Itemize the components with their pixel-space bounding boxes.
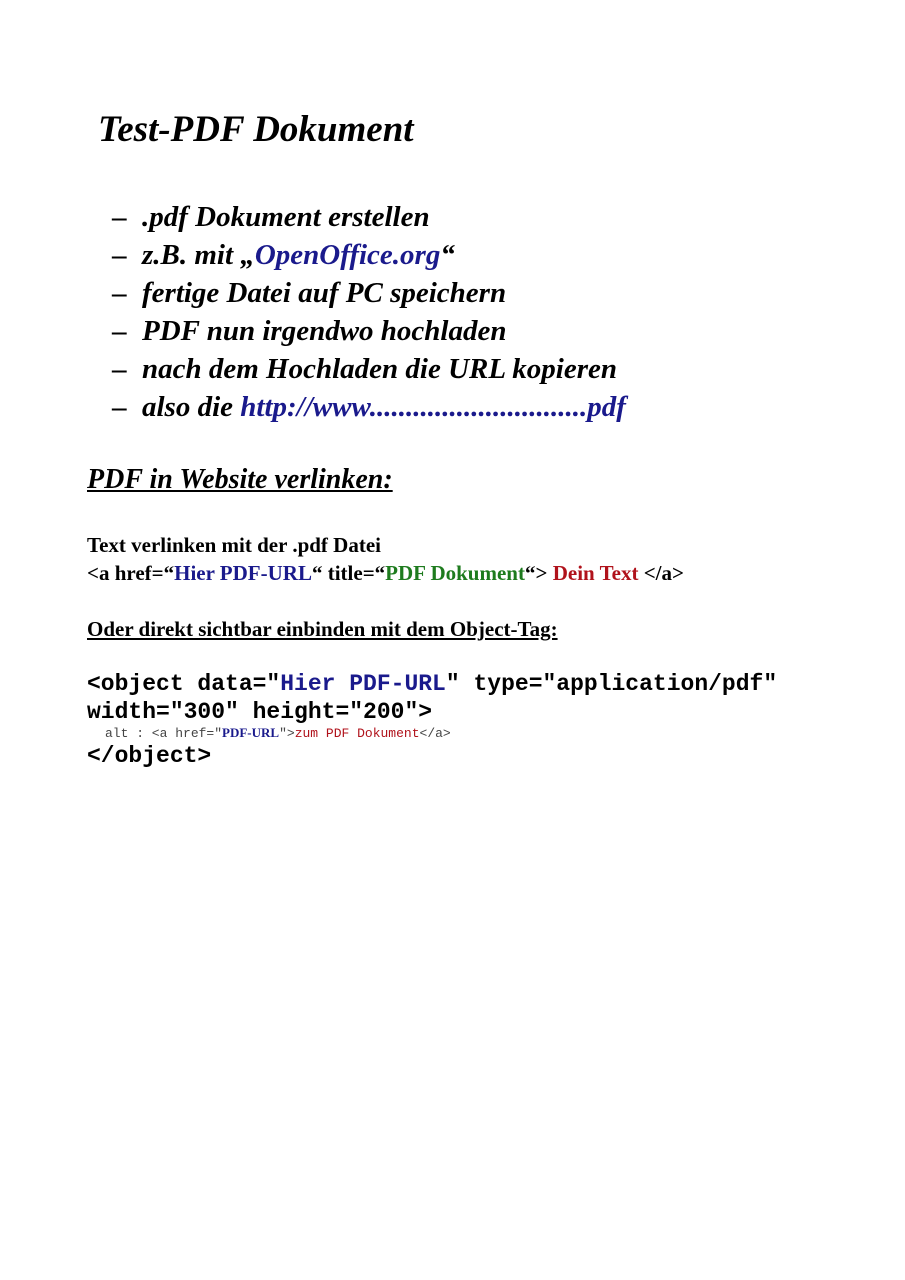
bullet-list [112,198,626,426]
code-fragment: <object data=" [87,671,281,697]
url-example-link[interactable]: http://www..............................pdf [240,391,626,423]
bullet-text: nach dem Hochladen die URL kopieren [142,353,617,385]
code-fragment: </a> [419,726,451,741]
list-item [112,198,626,236]
code-url: PDF-URL [222,725,280,740]
bullet-text: z.B. mit „ [142,239,255,271]
link-intro-text: Text verlinken mit der .pdf Datei [87,533,381,557]
list-item [112,350,626,388]
object-code-line-2: width="300" height="200"> [87,699,433,725]
code-fragment: "> [279,726,295,741]
object-code-line-1 [87,669,777,699]
dash-icon: – [112,391,127,423]
link-code-example [87,559,684,587]
list-item [112,388,626,426]
code-fragment: alt : <a href=" [105,726,223,741]
code-url: Hier PDF-URL [280,671,446,697]
code-fragment: “> [524,561,553,585]
openoffice-link[interactable]: OpenOffice.org [254,239,441,271]
code-title: PDF Dokument [385,561,525,585]
dash-icon: – [112,239,127,271]
code-fragment: </a> [638,561,684,585]
dash-icon: – [112,315,127,347]
section-heading: PDF in Website verlinken: [87,464,393,495]
dash-icon: – [112,277,127,309]
bullet-text-suffix: “ [440,239,455,271]
bullet-text: PDF nun irgendwo hochladen [142,315,507,347]
object-heading: Oder direkt sichtbar einbinden mit dem Object-Tag: [87,617,558,641]
object-code-closing: </object> [87,743,212,769]
code-link-text: zum PDF Dokument [294,726,420,741]
code-url: Hier PDF-URL [174,561,312,585]
dash-icon: – [112,353,127,385]
list-item [112,274,626,312]
list-item [112,236,626,274]
bullet-text: also die [142,391,241,423]
dash-icon: – [112,201,127,233]
bullet-text: fertige Datei auf PC speichern [142,277,507,309]
code-fragment: “ title=“ [311,561,386,585]
page-title: Test-PDF Dokument [98,109,414,150]
code-fragment: " type="application/pdf" [445,671,778,697]
list-item [112,312,626,350]
code-fragment: <a href=“ [87,561,175,585]
bullet-text: .pdf Dokument erstellen [142,201,430,233]
code-link-text: Dein Text [552,561,639,585]
